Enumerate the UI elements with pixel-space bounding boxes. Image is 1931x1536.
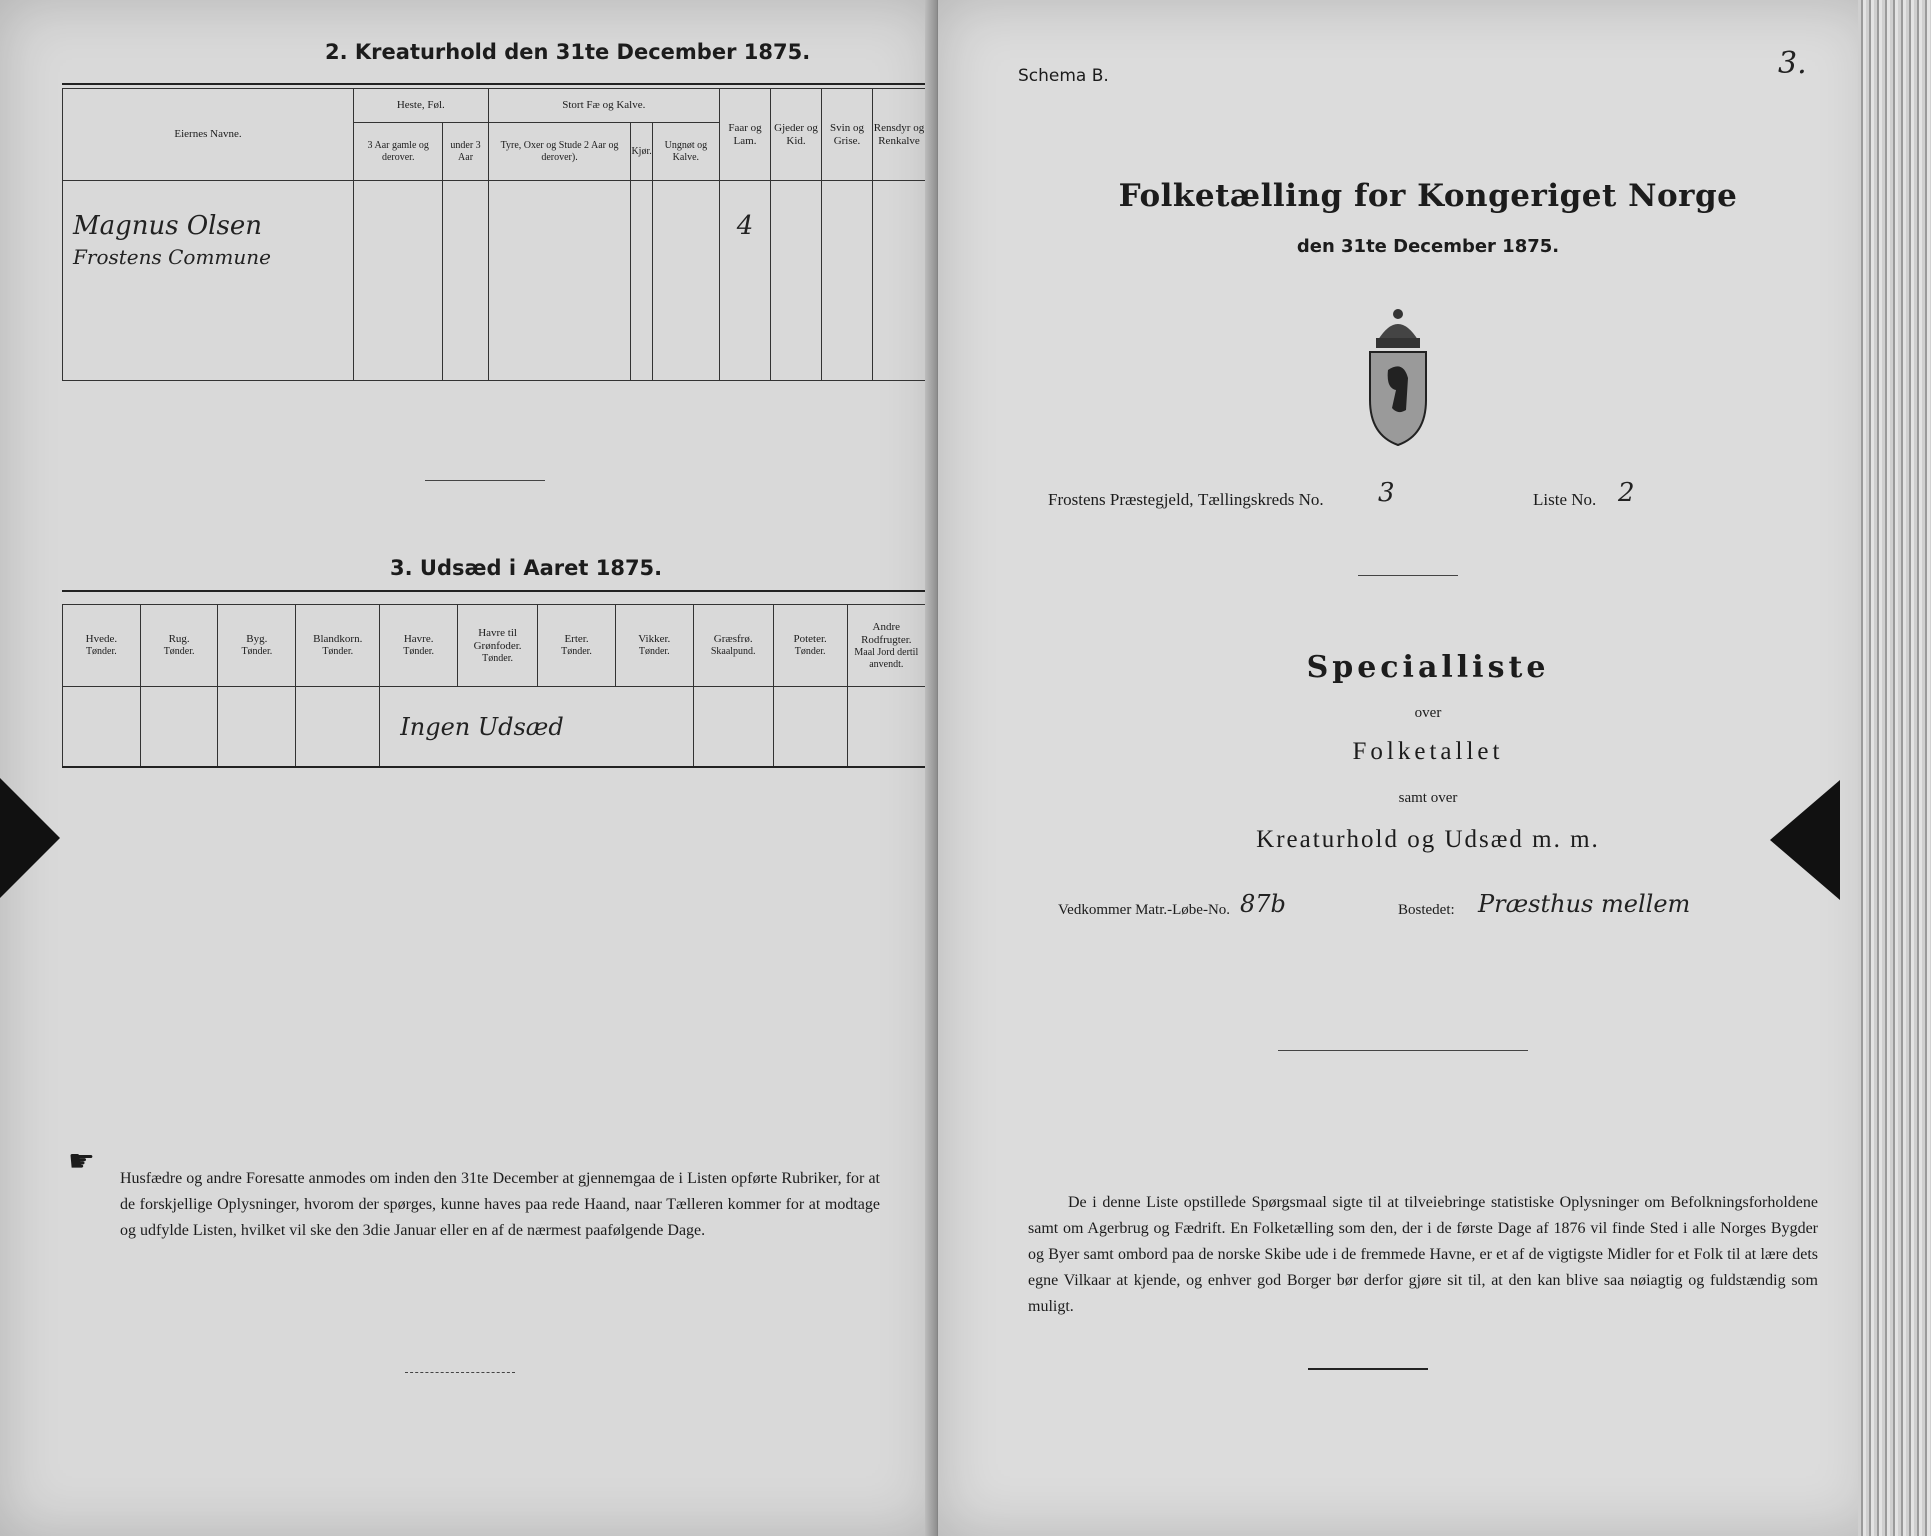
sow-u0: Tønder. [85, 646, 117, 657]
specialliste: Specialliste [1306, 650, 1550, 685]
header-sheep: Faar og Lam. [720, 89, 771, 181]
bosted-value: Præsthus mellem [1478, 890, 1691, 918]
header-horses-3yr: 3 Aar gamle og derover. [354, 123, 443, 181]
header-horses: Heste, Føl. [354, 89, 489, 123]
intro-text: De i denne Liste opstillede Spørgsmaal sigte til at tilveiebringe statistiske Oplysninger om Befolkningsforholdene samt om Agerbrug og Fædrift. En Folketælling som den, der i de første Dage af 1876 vil finde Sted i alle Norges Bygder og Byer samt ombord paa de norske Skibe ude i de fremmede Havne, er et af de vigtigste Midler for et Folk til at lære dets egne Vilkaar at kjende, og enhver god Borger bør derfor gjøre sit til, at den kan blive saa nøiagtig og fuldstændig som muligt. [1028, 1194, 1818, 1315]
bosted-label: Bostedet: [1398, 902, 1455, 918]
coat-of-arms-icon [1348, 300, 1448, 450]
schema-label: Schema B. [1018, 66, 1109, 86]
page-stack-edge [1858, 0, 1931, 1536]
section2-title: 2. Kreaturhold den 31te December 1875. [325, 40, 811, 64]
sow-h0: Hvede. [85, 633, 118, 645]
left-page [0, 0, 938, 1536]
title: Folketælling for Kongeriget Norge [1118, 178, 1738, 214]
sowing-table [62, 604, 926, 767]
sow-u1: Tønder. [163, 646, 195, 657]
header-owner: Eiernes Navne. [63, 89, 354, 181]
right-page [938, 0, 1878, 1536]
sowing-entry-cell [380, 687, 693, 767]
sow-u10: Maal Jord dertil anvendt. [854, 646, 919, 670]
district-label: Tællingskreds No. [1198, 490, 1324, 509]
sheep-cell [720, 181, 771, 381]
header-pigs: Svin og Grise. [822, 89, 873, 181]
section3-title: 3. Udsæd i Aaret 1875. [390, 556, 663, 580]
sow-h2: Byg. [246, 633, 268, 645]
page-number: 3. [1778, 46, 1807, 81]
header-cattle: Stort Fæ og Kalve. [488, 89, 719, 123]
notice-text: Husfædre og andre Foresatte anmodes om inden den 31te December at gjennemgaa de i Listen opførte Rubriker, for at de forskjellige Oplysninger, hvorom der spørges, kunne haves paa rede Haand, naar Tælleren kommer for at modtage og udfylde Listen, hvilket vil ske den 3die Januar eller en af de nærmest paafølgende Dage. [120, 1170, 880, 1239]
livestock-table [62, 88, 926, 381]
sow-h8: Græsfrø. [713, 633, 753, 645]
sow-u3: Tønder. [322, 646, 354, 657]
samt-over: samt over [1398, 790, 1458, 806]
matr-label: Vedkommer Matr.-Løbe-No. [1058, 902, 1231, 918]
folketallet: Folketallet [1352, 738, 1504, 765]
sheep-count: 4 [736, 211, 754, 241]
owner-cell [63, 181, 354, 381]
over-label: over [1414, 705, 1442, 721]
district-value: 3 [1378, 478, 1395, 508]
header-reindeer: Rensdyr og Renkalve [873, 89, 926, 181]
sow-h9: Poteter. [793, 633, 827, 645]
sow-h1: Rug. [168, 633, 190, 645]
sowing-entry: Ingen Udsæd [400, 712, 564, 741]
sow-h3: Blandkorn. [313, 633, 363, 645]
pointing-hand-icon: ☛ [68, 1145, 95, 1178]
matr-value: 87b [1240, 890, 1286, 918]
sow-h4: Havre. [403, 633, 434, 645]
left-clip [0, 778, 60, 898]
parish-label: Frostens Præstegjeld, [1048, 490, 1194, 509]
sow-u4: Tønder. [403, 646, 435, 657]
sow-u7: Tønder. [638, 646, 670, 657]
header-goats: Gjeder og Kid. [771, 89, 822, 181]
owner-name-1: Magnus Olsen [73, 211, 262, 241]
sow-h5: Havre til Grønfoder. [473, 626, 522, 652]
sow-u8: Skaalpund. [710, 646, 756, 657]
owner-name-2: Frostens Commune [73, 245, 271, 269]
sow-u2: Tønder. [241, 646, 273, 657]
sow-h7: Vikker. [638, 633, 671, 645]
right-clip [1770, 780, 1840, 900]
list-label: Liste No. [1533, 490, 1597, 509]
sow-u5: Tønder. [482, 652, 513, 664]
date: den 31te December 1875. [1296, 236, 1560, 257]
header-bulls: Tyre, Oxer og Stude 2 Aar og derover). [488, 123, 631, 181]
header-horses-under3: under 3 Aar [443, 123, 488, 181]
sow-u6: Tønder. [561, 646, 592, 657]
sow-u9: Tønder. [794, 646, 826, 657]
sow-h10: Andre Rodfrugter. [861, 620, 912, 646]
sow-h6: Erter. [564, 633, 589, 645]
kreaturhold-line: Kreaturhold og Udsæd m. m. [1256, 826, 1600, 853]
header-young-calves: Ungnøt og Kalve. [652, 123, 719, 181]
header-cows: Kjør. [631, 123, 652, 181]
list-value: 2 [1618, 478, 1635, 508]
